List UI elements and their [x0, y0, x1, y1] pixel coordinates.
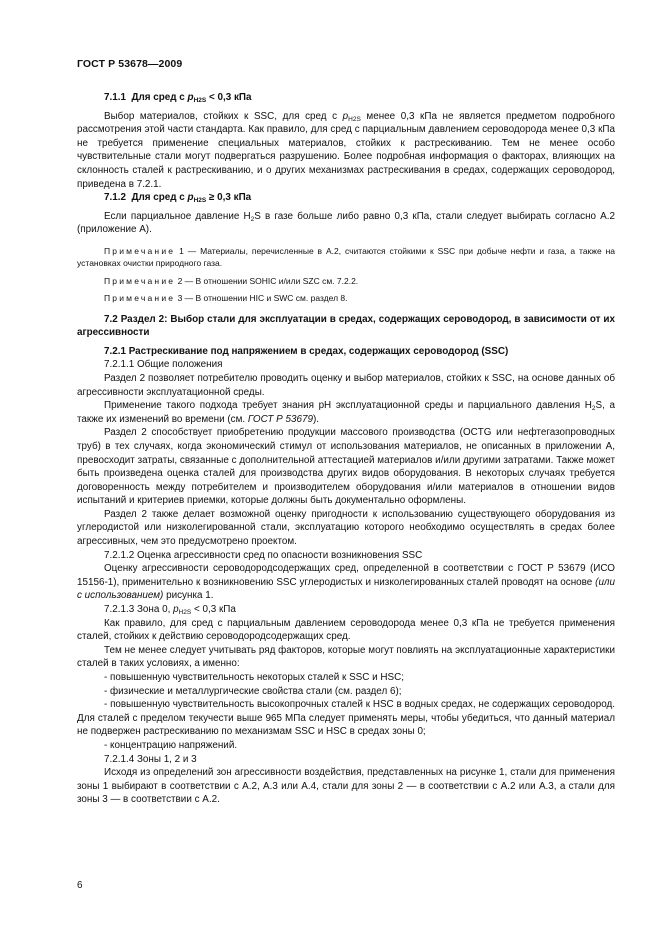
heading-7-2: 7.2 Раздел 2: Выбор стали для эксплуатации в средах, содержащих сероводород, в зависимости от их агрессивности [77, 313, 615, 339]
heading-7-2-1-3: 7.2.1.3 Зона 0, $p_{H2S} < 0,3$ кПа [104, 604, 236, 617]
heading-7-1-2: 7.1.2 Для сред с $p_{H2S} \ge 0,3$ кПа [104, 192, 252, 205]
document-header: ГОСТ Р 53678—2009 [77, 58, 183, 70]
paragraph-7-2-1-1-b: Применение такого подхода требует знания pH эксплуатационной среды и парциального давления $H_2S$, а также их изменений во времени (см. ГОСТ Р 53679). [77, 400, 615, 425]
paragraph-7-2-1-1-c: Раздел 2 способствует приобретению продукции массового производства (OCTG или нефтегазопроводных труб) в тех случаях, когда экономический стимул от использования материалов, не описанных в приложении А, превосходит затраты, связанные с дополнительной аттестацией материалов и/или другими затратами. Также может быть произведена оценка сталей для производства других видов оборудования. В некоторых случаях требуется договоренность между потребителем и производителем оборудования и/или материалов в отношении видов испытаний и критериев приемки, которые должны быть документально оформлены. [77, 427, 615, 507]
note-2: Примечание 2 — В отношении SOHIC и/или SZC см. 7.2.2. [104, 275, 359, 286]
paragraph-7-2-1-3-b: Тем не менее следует учитывать ряд факторов, которые могут повлиять на эксплуатационные характеристики сталей в таких условиях, а именно: [77, 644, 615, 670]
paragraph-7-2-1-2: Оценку агрессивности сероводородсодержащих сред, определенной в соответствии с ГОСТ Р 53679 (ИСО 15156-1), применительно к возникновению SSC углеродистых и низколегированных сталей проводят на основе (или с использованием) рисунка 1. [77, 563, 615, 602]
heading-7-2-1-1: 7.2.1.1 Общие положения [104, 359, 223, 371]
document-page [77, 58, 615, 807]
list-item: - повышенную чувствительность некоторых сталей к SSC и HSC; [104, 672, 404, 683]
page-number: 6 [77, 880, 83, 891]
paragraph-7-2-1-4: Исходя из определений зон агрессивности воздействия, представленных на рисунке 1, стали для применения зоны 1 выбирают в соответствии с А.2, А.3 или А.4, стали для зоны 2 — в соответствии с А.2 или А.3, а стали для зоны 3 — в соответствии с А.2. [77, 767, 615, 806]
list-item: - физические и металлургические свойства стали (см. раздел 6); [104, 685, 402, 697]
list-item: - повышенную чувствительность высокопрочных сталей к HSC в водных средах, не содержащих сероводород. Для сталей с пределом текучести выше 965 МПа следует применять меры, чтобы убедиться, что данный материал не подвержен растрескиванию по механизмам SSC и HSC в средах зоны 0; [77, 699, 615, 738]
heading-7-2-1-4: 7.2.1.4 Зоны 1, 2 и 3 [104, 753, 197, 765]
heading-7-1-1: 7.1.1 Для сред с $p_{H2S} < 0,3$ кПа [104, 92, 252, 104]
list-item: - концентрацию напряжений. [104, 739, 238, 751]
paragraph-7-1-2: Если парциальное давление $H_2S$ в газе больше либо равно 0,3 кПа, стали следует выбирать согласно А.2 (приложение А). [77, 210, 615, 236]
heading-7-2-1: 7.2.1 Растрескивание под напряжением в средах, содержащих сероводород (SSC) [104, 345, 509, 357]
paragraph-7-2-1-1-d: Раздел 2 также делает возможной оценку пригодности к использованию существующего оборудования из углеродистой или низколегированной стали, эксплуатацию которого необходимо осуществлять в средах более агрессивных, чем это предусмотрено проектом. [77, 508, 615, 548]
paragraph-7-2-1-1-a: Раздел 2 позволяет потребителю проводить оценку и выбор материалов, стойких к SSC, на основе данных об агрессивности эксплуатационной среды. [77, 372, 615, 398]
paragraph-7-2-1-3-a: Как правило, для сред с парциальным давлением сероводорода менее 0,3 кПа не требуется применения сталей, стойких к действию сероводородсодержащих сред. [77, 617, 615, 643]
heading-7-2-1-2: 7.2.1.2 Оценка агрессивности сред по опасности возникновения SSC [104, 549, 423, 561]
note-3: Примечание 3 — В отношении HIC и SWC см. раздел 8. [104, 293, 348, 304]
paragraph-7-1-1: Выбор материалов, стойких к SSC, для сред с $p_{H2S}$ менее 0,3 кПа не является предметом подробного рассмотрения этой части стандарта. Как правило, для сред с парциальным давлением сероводорода менее 0,3 кПа не требуется применение специальных материалов, стойких к растрескиванию. Тем не менее особо чувствительные стали могут подвергаться разрушению. Более подробная информация о факторах, влияющих на склонность сталей к растрескиванию, и о других механизмах растрескивания в средах, содержащих сероводород, приведена в 7.2.1. [77, 110, 615, 190]
note-1: Примечание 1 — Материалы, перечисленные в А.2, считаются стойкими к SSC при добыче нефти и газа, а также на установках очистки природного газа. [77, 245, 615, 269]
